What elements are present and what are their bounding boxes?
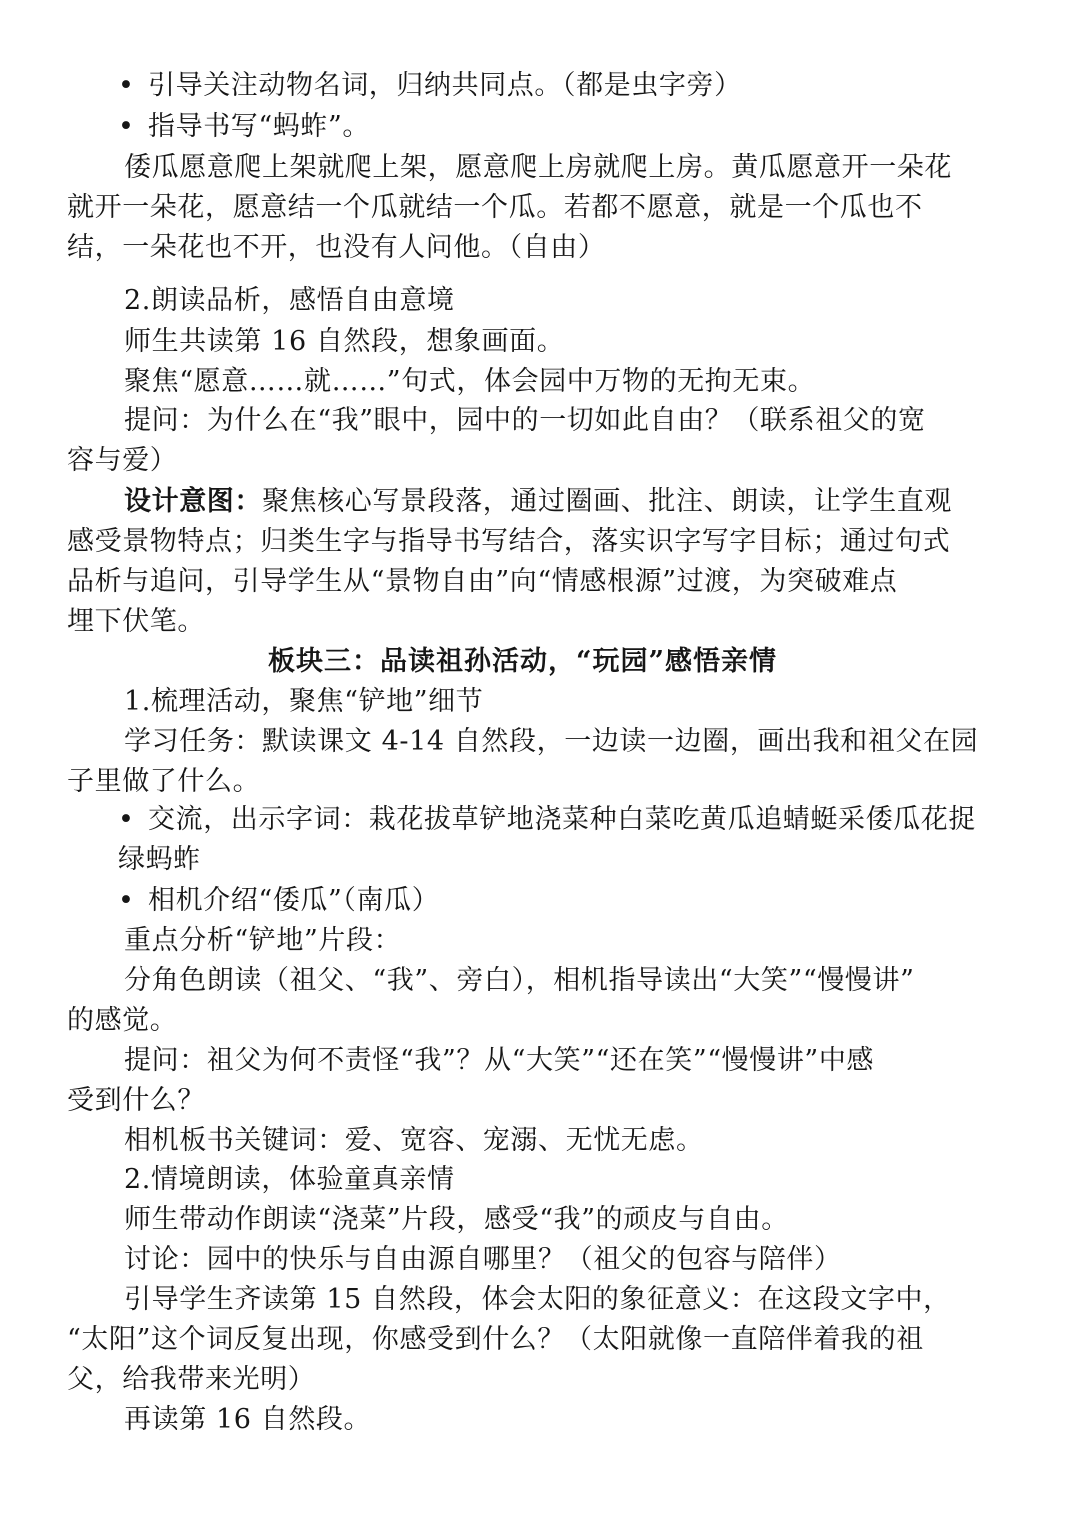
- line-text: 父，给我带来光明）: [67, 1364, 316, 1395]
- line-text: 容与爱）: [67, 445, 178, 476]
- role-reading-line-1: [124, 962, 992, 1000]
- line-text: 相机板书关键词：爱、宽容、宠溺、无忧无虑。: [124, 1125, 704, 1156]
- design-intent-label: 设计意图：: [124, 486, 262, 517]
- bullet-marker: •: [118, 885, 135, 916]
- bullet-line-animal-nouns: [118, 67, 742, 105]
- paragraph-line: [124, 1201, 789, 1239]
- paragraph-line: [124, 922, 401, 960]
- line-text: 引导学生齐读第 15 自然段，体会太阳的象征意义：在这段文字中，: [124, 1284, 951, 1315]
- question-line-1: [124, 1042, 992, 1080]
- line-text: 倭瓜愿意爬上架就爬上架，愿意爬上房就爬上房。黄瓜愿意开一朵花: [124, 152, 952, 183]
- line-text: 的感觉。: [67, 1005, 178, 1036]
- line-text: 1.梳理活动，聚焦“铲地”细节: [124, 686, 484, 717]
- bullet-line-writing-guide: [118, 108, 370, 146]
- line-text: 指导书写“蚂蚱”。: [148, 111, 371, 142]
- question-line-1: [124, 402, 992, 440]
- line-text: 引导关注动物名词，归纳共同点。（都是虫字旁）: [148, 70, 742, 101]
- step-heading-situational-reading: [124, 1161, 455, 1199]
- sun-paragraph-line-1: [124, 1281, 992, 1319]
- line-text: 讨论：园中的快乐与自由源自哪里？（祖父的包容与陪伴）: [124, 1244, 842, 1275]
- bullet-marker: •: [118, 804, 135, 835]
- paragraph-line: [124, 1401, 371, 1439]
- paragraph-line: [124, 1241, 842, 1279]
- line-text: “太阳”这个词反复出现，你感受到什么？（太阳就像一直陪伴着我的祖: [67, 1324, 924, 1355]
- step-heading-sort-activities: [124, 683, 483, 721]
- line-text: 提问：为什么在“我”眼中，园中的一切如此自由？（联系祖父的宽: [124, 405, 926, 436]
- role-reading-line-2: [67, 1002, 177, 1040]
- paragraph-line: [124, 363, 815, 401]
- quote-paragraph-line-1: [124, 149, 992, 187]
- line-text: 子里做了什么。: [67, 766, 261, 797]
- line-text: 提问：祖父为何不责怪“我”？从“大笑”“还在笑”“慢慢讲”中感: [124, 1045, 875, 1076]
- heading-text: 板块三：品读祖孙活动，“玩园”感悟亲情: [268, 646, 778, 677]
- design-intent-line-2: [67, 523, 992, 561]
- task-line-1: [124, 723, 992, 761]
- bullet-marker: •: [118, 70, 135, 101]
- question-line-2: [67, 442, 177, 480]
- line-text: 师生共读第 16 自然段，想象画面。: [124, 326, 565, 357]
- question-line-2: [67, 1082, 205, 1120]
- line-text: 埋下伏笔。: [67, 606, 205, 637]
- line-text: 聚焦“愿意……就……”句式，体会园中万物的无拘无束。: [124, 366, 816, 397]
- bullet-marker: •: [118, 111, 135, 142]
- paragraph-line: [124, 323, 564, 361]
- line-text: 学习任务：默读课文 4-14 自然段，一边读一边圈，画出我和祖父在园: [124, 726, 979, 757]
- line-text: 分角色朗读（祖父、“我”、旁白），相机指导读出“大笑”“慢慢讲”: [124, 965, 915, 996]
- design-intent-line-4: [67, 603, 205, 641]
- step-heading-read-analyze: [124, 282, 455, 320]
- sun-paragraph-line-3: [67, 1361, 315, 1399]
- line-text: 交流，出示字词：栽花拔草铲地浇菜种白菜吃黄瓜追蜻蜓采倭瓜花捉: [148, 804, 976, 835]
- line-text: 重点分析“铲地”片段：: [124, 925, 402, 956]
- line-text: 品析与追问，引导学生从“景物自由”向“情感根源”过渡，为突破难点: [67, 566, 898, 597]
- line-text: 聚焦核心写景段落，通过圈画、批注、朗读，让学生直观: [262, 486, 952, 517]
- bullet-line-exchange: [118, 801, 976, 839]
- line-text: 感受景物特点；归类生字与指导书写结合，落实识字写字目标；通过句式: [67, 526, 951, 557]
- line-text: 再读第 16 自然段。: [124, 1404, 372, 1435]
- line-text: 就开一朵花，愿意结一个瓜就结一个瓜。若都不愿意，就是一个瓜也不: [67, 192, 923, 223]
- line-text: 相机介绍“倭瓜”（南瓜）: [148, 885, 440, 916]
- quote-paragraph-line-2: [67, 189, 992, 227]
- design-intent-line-1: [124, 483, 992, 521]
- line-text: 师生带动作朗读“浇菜”片段，感受“我”的顽皮与自由。: [124, 1204, 789, 1235]
- task-line-2: [67, 763, 260, 801]
- design-intent-line-3: [67, 563, 992, 601]
- line-text: 2.朗读品析，感悟自由意境: [124, 285, 455, 316]
- section-heading-block-three: [268, 643, 777, 681]
- paragraph-line: [124, 1122, 704, 1160]
- line-text: 结，一朵花也不开，也没有人问他。（自由）: [67, 232, 606, 263]
- bullet-line-introduce: [118, 882, 439, 920]
- bullet-continuation-line: [118, 841, 201, 879]
- line-text: 2.情境朗读，体验童真亲情: [124, 1164, 455, 1195]
- quote-paragraph-line-3: [67, 229, 606, 267]
- sun-paragraph-line-2: [67, 1321, 992, 1359]
- line-text: 绿蚂蚱: [118, 844, 201, 875]
- line-text: 受到什么？: [67, 1085, 205, 1116]
